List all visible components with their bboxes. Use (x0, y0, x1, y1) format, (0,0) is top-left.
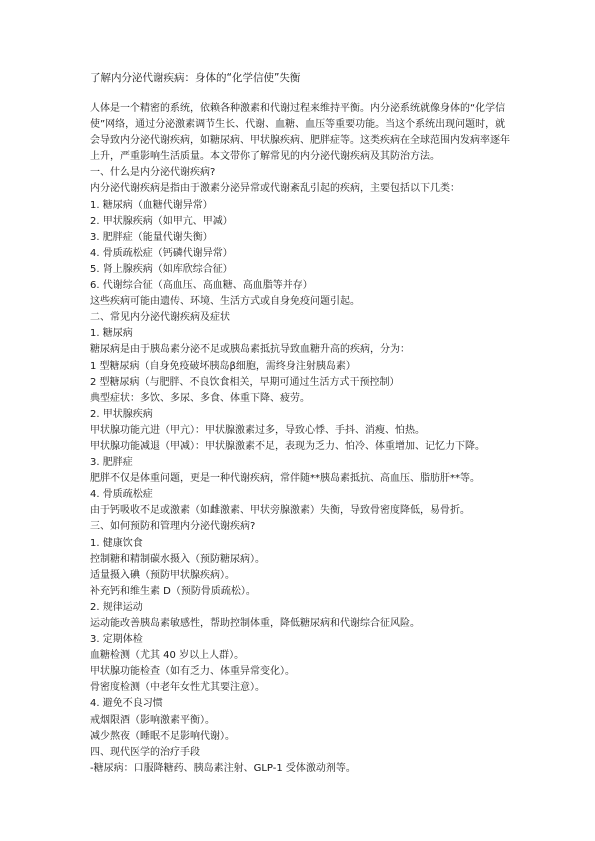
text-line: 戒烟限酒（影响激素平衡）。 (90, 714, 215, 726)
page-title: 了解内分泌代谢疾病：身体的“化学信使”失衡 (90, 72, 301, 84)
text-line: 减少熬夜（睡眠不足影响代谢）。 (90, 730, 235, 742)
text-line: 补充钙和维生素 D（预防骨质疏松）。 (90, 585, 256, 597)
text-line: 6. 代谢综合征（高血压、高血糖、高血脂等并存） (90, 280, 313, 292)
text-line: 3. 肥胖症 (90, 457, 133, 469)
text-line: 2. 甲状腺疾病 (90, 408, 153, 420)
text-line: 控制糖和精制碳水摄入（预防糖尿病）。 (90, 553, 265, 565)
text-line: 三、如何预防和管理内分泌代谢疾病? (90, 521, 256, 533)
text-line: 4. 避免不良习惯 (90, 698, 163, 710)
text-line: 肥胖不仅是体重问题，更是一种代谢疾病，常伴随**胰岛素抵抗、高血压、脂肪肝**等。 (90, 473, 480, 485)
text-line: 二、常见内分泌代谢疾病及症状 (90, 312, 230, 324)
intro-paragraph: 人体是一个精密的系统，依赖各种激素和代谢过程来维持平衡。内分泌系统就像身体的“化学信使”网络，通过分泌激素调节生长、代谢、血糖、血压等重要功能。当这个系统出现问题时，就会导致内分泌代谢疾病，如糖尿病、甲状腺疾病、肥胖症等。这类疾病在全球范围内发病率逐年上升，严重影响生活质量。本文带你了解常见的内分泌代谢疾病及其防治方法。 (90, 103, 510, 163)
text-line: 1. 健康饮食 (90, 537, 143, 549)
text-line: 四、现代医学的治疗手段 (90, 746, 200, 758)
document-body (90, 101, 510, 777)
text-line: 内分泌代谢疾病是指由于激素分泌异常或代谢紊乱引起的疾病，主要包括以下几类： (90, 183, 460, 195)
text-line: 由于钙吸收不足或激素（如雌激素、甲状旁腺激素）失衡，导致骨密度降低，易骨折。 (90, 505, 470, 517)
text-line: -糖尿病：口服降糖药、胰岛素注射、GLP-1 受体激动剂等。 (90, 762, 356, 774)
text-line: 1 型糖尿病（自身免疫破坏胰岛β细胞，需终身注射胰岛素） (90, 360, 356, 372)
text-line: 4. 骨质疏松症（钙磷代谢异常） (90, 247, 233, 259)
text-line: 4. 骨质疏松症 (90, 489, 153, 501)
text-line: 2. 甲状腺疾病（如甲亢、甲减） (90, 215, 233, 227)
text-line: 血糖检测（尤其 40 岁以上人群）。 (90, 650, 245, 662)
text-line: 适量摄入碘（预防甲状腺疾病）。 (90, 569, 235, 581)
content-lines (90, 165, 510, 777)
text-line: 一、什么是内分泌代谢疾病? (90, 167, 216, 179)
text-line: 典型症状：多饮、多尿、多食、体重下降、疲劳。 (90, 392, 310, 404)
text-line: 这些疾病可能由遗传、环境、生活方式或自身免疫问题引起。 (90, 296, 360, 308)
text-line: 3. 肥胖症（能量代谢失衡） (90, 231, 213, 243)
text-line: 运动能改善胰岛素敏感性，帮助控制体重，降低糖尿病和代谢综合征风险。 (90, 618, 420, 629)
text-line: 糖尿病是由于胰岛素分泌不足或胰岛素抵抗导致血糖升高的疾病，分为： (90, 344, 410, 356)
text-line: 甲状腺功能减退（甲减）：甲状腺激素不足，表现为乏力、怕冷、体重增加、记忆力下降。 (90, 440, 485, 452)
text-line: 3. 定期体检 (90, 634, 143, 646)
text-line: 1. 糖尿病 (90, 328, 133, 340)
text-line: 1. 糖尿病（血糖代谢异常） (90, 199, 213, 211)
text-line: 甲状腺功能检查（如有乏力、体重异常变化）。 (90, 666, 295, 678)
text-line: 5. 肾上腺疾病（如库欣综合征） (90, 263, 233, 275)
text-line: 2 型糖尿病（与肥胖、不良饮食相关，早期可通过生活方式干预控制） (90, 376, 400, 388)
text-line: 2. 规律运动 (90, 601, 143, 613)
text-line: 甲状腺功能亢进（甲亢）：甲状腺激素过多，导致心悸、手抖、消瘦、怕热。 (90, 424, 425, 436)
text-line: 骨密度检测（中老年女性尤其要注意）。 (90, 682, 265, 694)
